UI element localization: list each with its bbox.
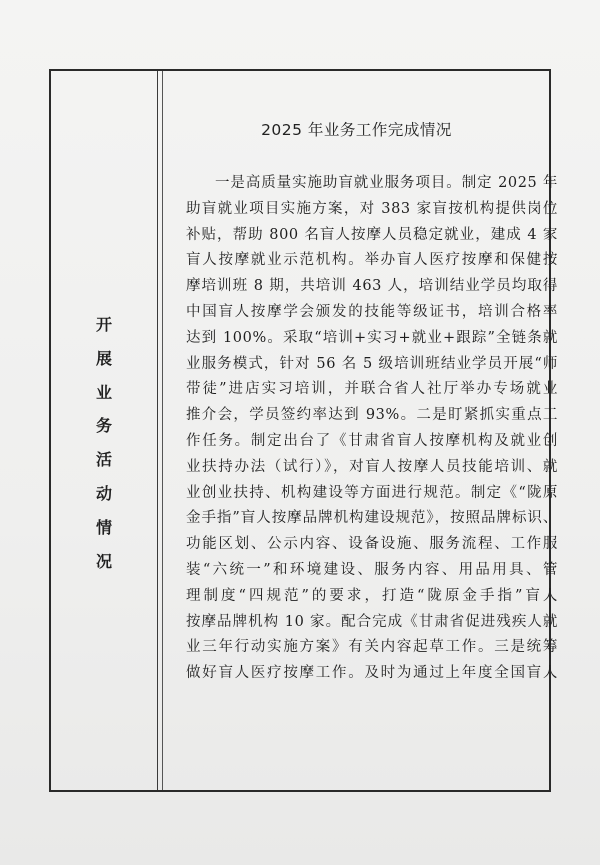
side-label-char: 动 (95, 483, 113, 503)
body-line: 业扶持办法（试行）》，对盲人按摩人员技能培训、就 (186, 458, 558, 475)
side-label-char: 活 (95, 450, 113, 470)
side-label-char: 情 (95, 517, 113, 537)
side-label-char: 开 (95, 315, 113, 334)
body-line: 功能区划、公示内容、设备设施、服务流程、工作服 (186, 536, 558, 553)
body-line: 业三年行动实施方案》有关内容起草工作。三是统筹 (186, 639, 558, 656)
body-line: 做好盲人医疗按摩工作。及时为通过上年度全国盲人 (186, 665, 558, 682)
document-title: 2025 年业务工作完成情况 (261, 121, 452, 139)
body-line: 达到 100%。采取“培训+实习+就业+跟踪”全链条就 (186, 329, 558, 346)
body-line: 按摩品牌机构 10 家。配合完成《甘肃省促进残疾人就 (186, 613, 558, 630)
body-line: 一是高质量实施助盲就业服务项目。制定 2025 年 (215, 175, 558, 191)
body-line: 金手指”盲人按摩品牌机构建设规范》，按照品牌标识、 (186, 510, 558, 527)
side-label-char: 业 (95, 382, 113, 402)
side-label (96, 308, 112, 578)
body-line: 推介会，学员签约率达到 93%。二是盯紧抓实重点工 (186, 407, 558, 424)
body-line: 装“六统一”和环境建设、服务内容、用品用具、管 (186, 561, 558, 578)
side-label-column (51, 71, 158, 790)
body-line: 作任务。制定出台了《甘肃省盲人按摩机构及就业创 (186, 432, 558, 449)
body-line: 带徒”进店实习培训，并联合省人社厅举办专场就业 (186, 381, 558, 398)
body-line: 摩培训班 8 期，共培训 463 人，培训结业学员均取得 (186, 278, 558, 295)
inner-divider (162, 71, 163, 790)
side-label-char: 展 (95, 348, 113, 368)
form-table (49, 69, 558, 792)
body-line: 业服务模式，针对 56 名 5 级培训班结业学员开展“师 (186, 355, 558, 372)
body-line: 理制度“四规范”的要求，打造“陇原金手指”盲人 (186, 587, 558, 604)
body-line: 助盲就业项目实施方案，对 383 家盲按机构提供岗位 (186, 200, 558, 217)
body-text (186, 171, 558, 687)
body-line: 中国盲人按摩学会颁发的技能等级证书，培训合格率 (186, 303, 558, 320)
side-label-char: 况 (95, 551, 113, 571)
body-line: 补贴，帮助 800 名盲人按摩人员稳定就业，建成 4 家 (186, 226, 558, 243)
body-line: 盲人按摩就业示范机构。举办盲人医疗按摩和保健按 (186, 252, 558, 269)
content-cell (172, 71, 558, 790)
side-label-char: 务 (95, 416, 113, 436)
body-line: 业创业扶持、机构建设等方面进行规范。制定《“陇原 (186, 484, 558, 501)
